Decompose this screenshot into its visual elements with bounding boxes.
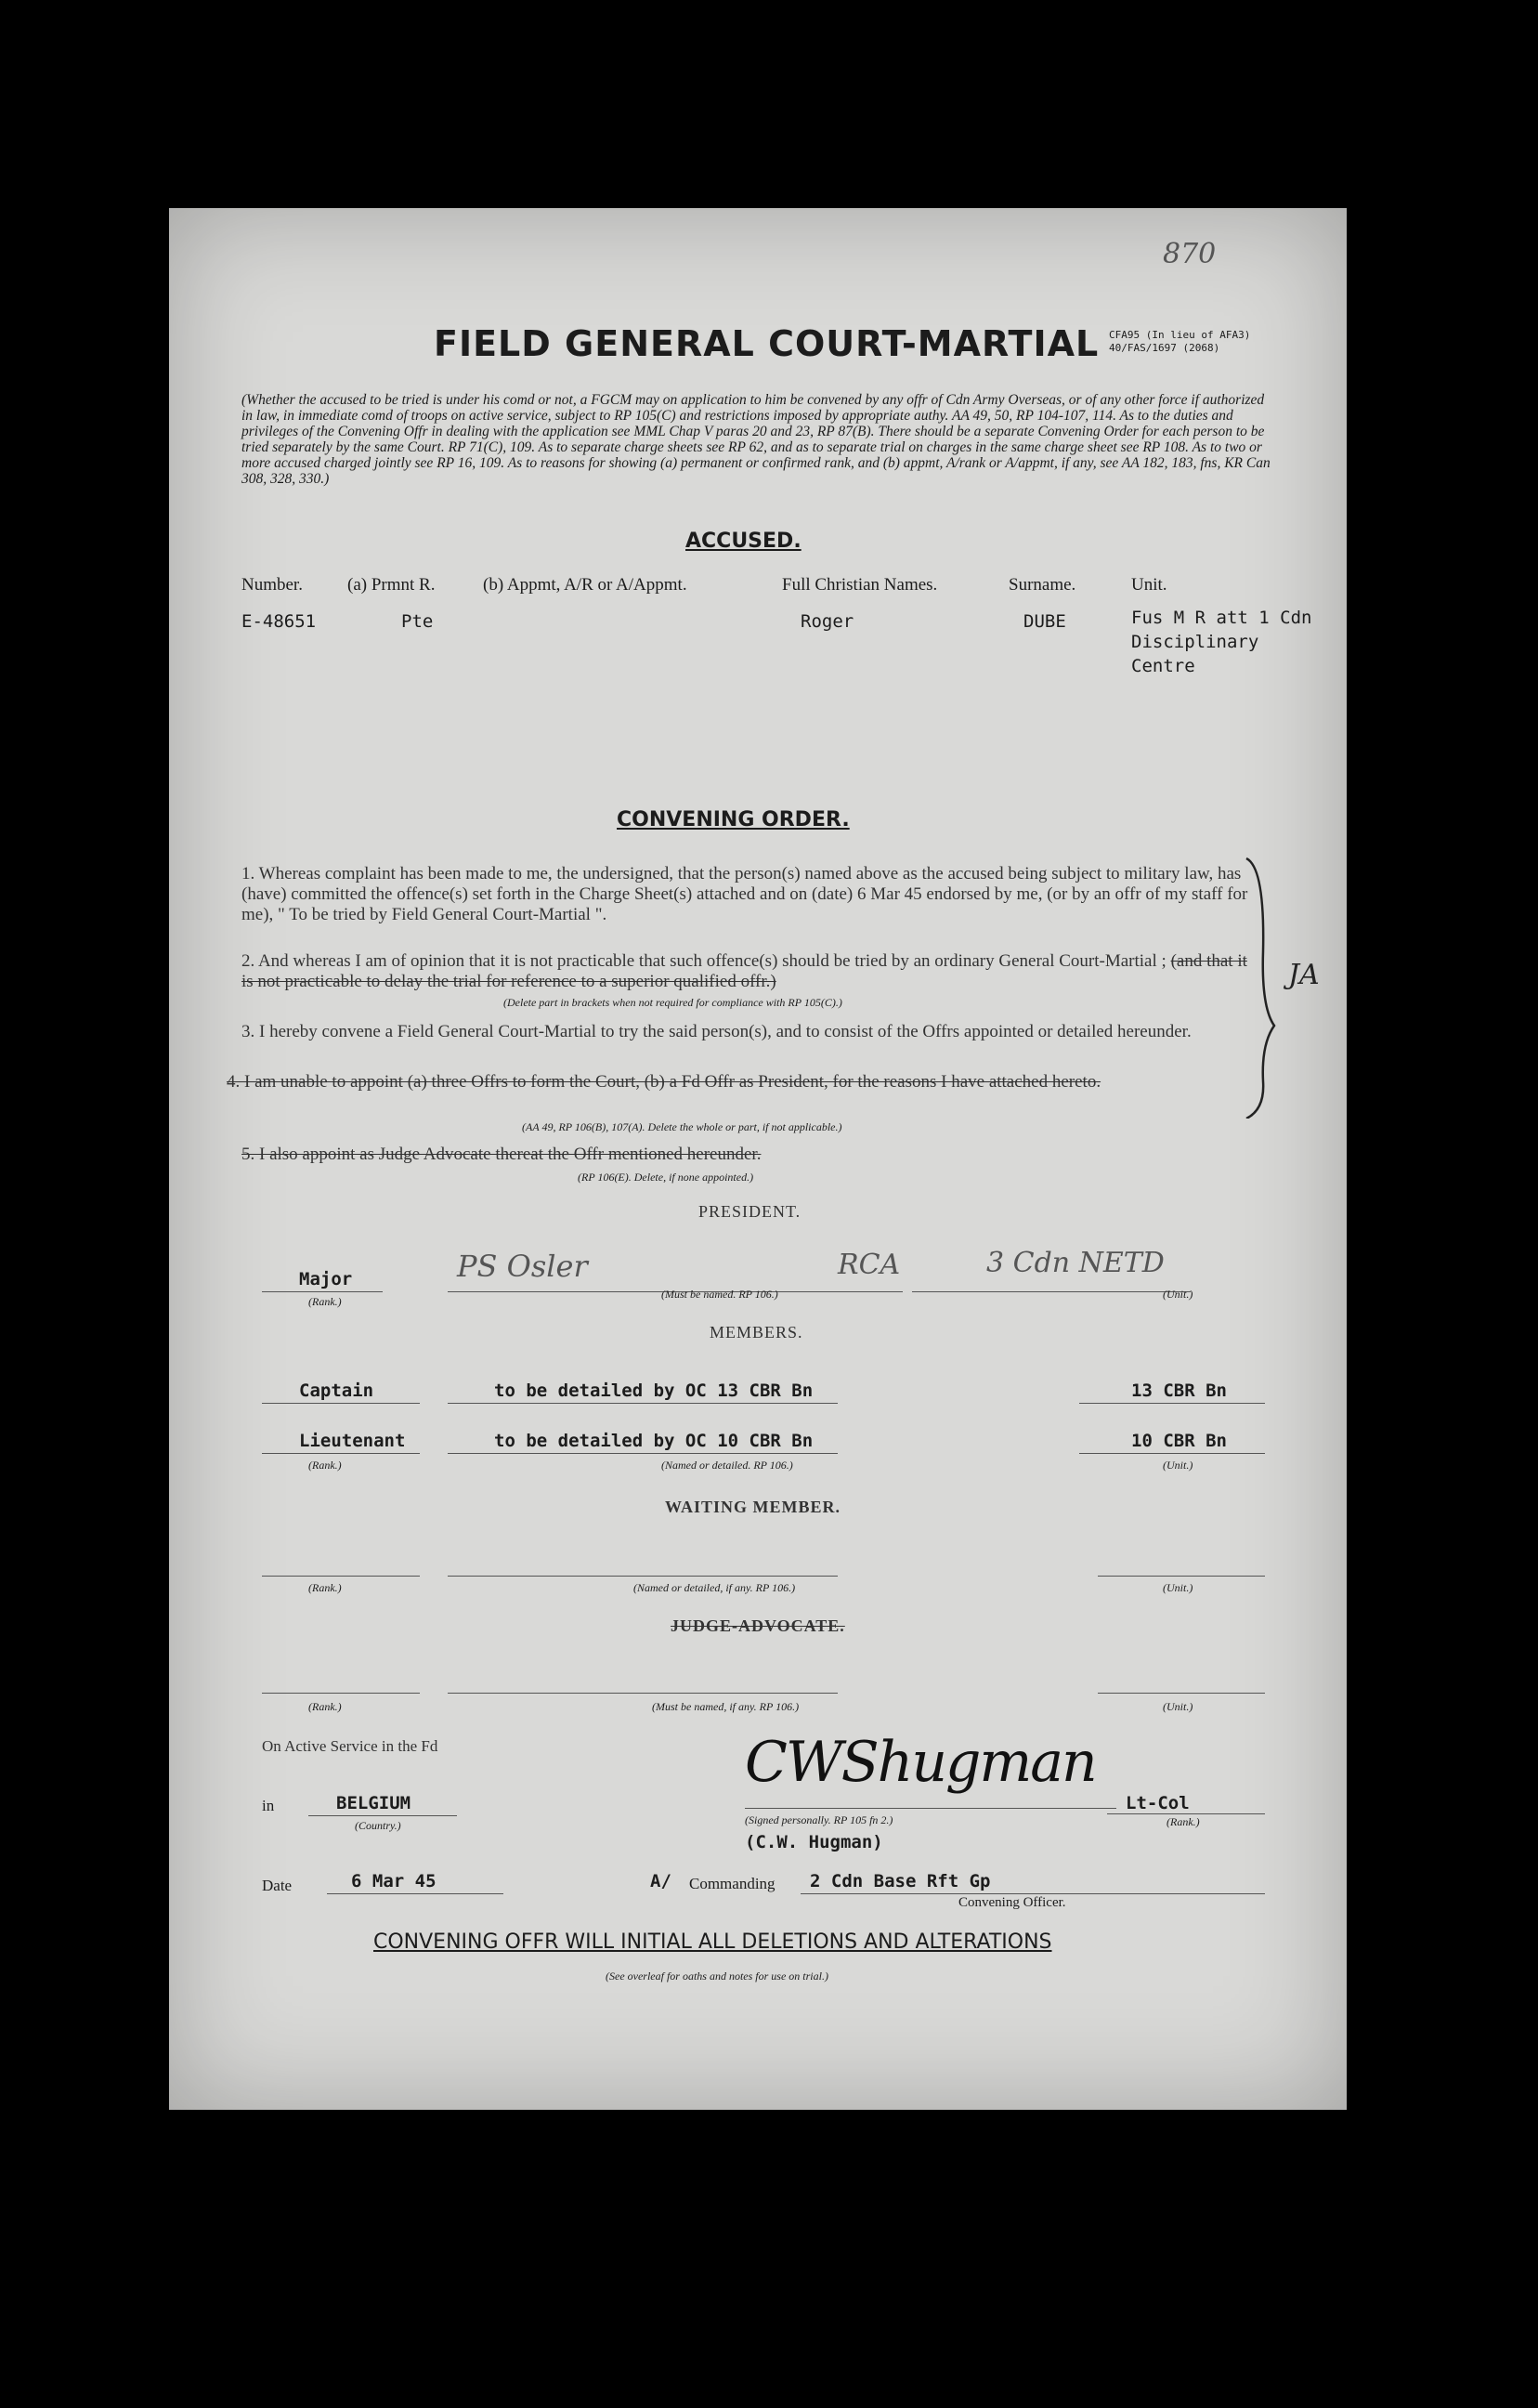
convening-para-2 [241, 951, 1254, 992]
date-value: 6 Mar 45 [351, 1871, 437, 1891]
intro-paragraph: (Whether the accused to be tried is under his comd or not, a FGCM may on application to him be convened by any offr of Cdn Army Overseas, or of any other force if authorized in law, in immediate comd of troops on active service, subject to RP 105(C) and restrictions imposed by appropriate authy. AA 49, 50, RP 104-107, 114. As to the duties and privileges of the Convening Offr in dealing with the application see MML Chap V paras 20 and 23, RP 87(B). There should be a separate Convening Order for each person to be tried separately by the same Court. RP 71(C), 109. As to separate charge sheets see RP 62, and as to separate trial on charges in the same charge sheet see RP 108. As to two or more accused charged jointly see RP 16, 109. As to reasons for showing (a) permanent or confirmed rank, and (b) appmt, A/rank or A/appmt, if any, see AA 182, 183, fns, KR Can 308, 328, 330.) [241, 392, 1271, 487]
waiting-member-rank-label: (Rank.) [308, 1581, 342, 1594]
active-service-text: On Active Service in the Fd [262, 1737, 438, 1755]
waiting-member-unit-label: (Unit.) [1163, 1581, 1193, 1594]
convening-para-5: 5. I also appoint as Judge Advocate thereat the Offr mentioned hereunder. [241, 1145, 762, 1164]
waiting-member-heading: WAITING MEMBER. [665, 1498, 841, 1516]
convening-para-3: 3. I hereby convene a Field General Court-Martial to try the said person(s), and to consist of the Offrs appointed or detailed hereunder. [241, 1022, 1192, 1041]
country-value: BELGIUM [336, 1793, 411, 1813]
date-label: Date [262, 1877, 293, 1894]
footer-note: (See overleaf for oaths and notes for use on trial.) [606, 1970, 828, 1983]
president-unit: 3 Cdn NETD [986, 1247, 1165, 1279]
in-label: in [262, 1797, 275, 1814]
accused-rank: Pte [401, 611, 434, 632]
members-rank-label: (Rank.) [308, 1459, 342, 1472]
member-1-name: to be detailed by OC 13 CBR Bn [494, 1381, 814, 1401]
page-number: 870 [1163, 238, 1217, 270]
convening-para-5-note: (RP 106(E). Delete, if none appointed.) [578, 1171, 754, 1184]
document-page [169, 208, 1347, 2110]
convening-para-2-text: 2. And whereas I am of opinion that it is not practicable that such offence(s) should be tried by an ordinary General Court-Martial ; [241, 951, 1167, 971]
signed-label: (Signed personally. RP 105 fn 2.) [745, 1813, 893, 1826]
col-names: Full Christian Names. [782, 575, 938, 595]
convening-officer-initials: JA [1288, 959, 1320, 991]
country-label: (Country.) [355, 1819, 401, 1832]
waiting-member-name-label: (Named or detailed, if any. RP 106.) [633, 1581, 796, 1594]
convening-order-heading: CONVENING ORDER. [617, 808, 850, 831]
accused-surname: DUBE [1023, 611, 1066, 632]
commanding-unit: 2 Cdn Base Rft Gp [810, 1871, 991, 1891]
president-rank-label: (Rank.) [308, 1295, 342, 1308]
form-reference-line2: 40/FAS/1697 (2068) [1109, 342, 1220, 354]
president-heading: PRESIDENT. [698, 1202, 802, 1221]
accused-names: Roger [801, 611, 854, 632]
president-name: PS Osler [457, 1249, 588, 1284]
document-title: FIELD GENERAL COURT-MARTIAL [434, 323, 1100, 364]
members-heading: MEMBERS. [710, 1323, 803, 1341]
col-rank: (a) Prmnt R. [347, 575, 436, 595]
col-unit: Unit. [1131, 575, 1167, 595]
members-unit-label: (Unit.) [1163, 1459, 1193, 1472]
convening-para-4-note: (AA 49, RP 106(B), 107(A). Delete the whole or part, if not applicable.) [522, 1120, 842, 1133]
commanding-label: Commanding [689, 1875, 776, 1892]
member-2-rank: Lieutenant [299, 1431, 406, 1451]
convening-para-1: 1. Whereas complaint has been made to me, the undersigned, that the person(s) named above as the accused being subject to military law, has (have) committed the offence(s) set forth in the Charge Sheet(s) attached and on (date) 6 Mar 45 endorsed by me, (or by an offr of my staff for me), " To be tried by Field General Court-Martial ". [241, 864, 1248, 924]
col-surname: Surname. [1009, 575, 1076, 595]
convening-para-2-note: (Delete part in brackets when not required for compliance with RP 105(C).) [503, 996, 842, 1009]
judge-advocate-rank-label: (Rank.) [308, 1700, 342, 1713]
convening-para-4: 4. I am unable to appoint (a) three Offrs to form the Court, (b) a Fd Offr as President, for the reasons I have attached hereto. [227, 1072, 1101, 1092]
president-name-label: (Must be named. RP 106.) [661, 1288, 778, 1301]
footer-notice: CONVENING OFFR WILL INITIAL ALL DELETIONS AND ALTERATIONS [373, 1930, 1052, 1954]
member-1-rank: Captain [299, 1381, 374, 1401]
acting-prefix: A/ [650, 1871, 671, 1891]
signatory-rank: Lt-Col [1126, 1793, 1190, 1813]
judge-advocate-heading: JUDGE-ADVOCATE. [671, 1616, 845, 1635]
member-1-unit: 13 CBR Bn [1131, 1381, 1227, 1401]
president-unit-corps: RCA [838, 1249, 901, 1281]
convening-para-2-deleted: (and that it is not practicable to delay the trial for reference to a superior qualified offr.) [241, 951, 1247, 991]
accused-unit-line1: Fus M R att 1 Cdn [1131, 608, 1312, 628]
member-2-name: to be detailed by OC 10 CBR Bn [494, 1431, 814, 1451]
accused-number: E-48651 [241, 611, 317, 632]
accused-heading: ACCUSED. [685, 530, 802, 553]
col-number: Number. [241, 575, 303, 595]
judge-advocate-unit-label: (Unit.) [1163, 1700, 1193, 1713]
president-unit-label: (Unit.) [1163, 1288, 1193, 1301]
judge-advocate-name-label: (Must be named, if any. RP 106.) [652, 1700, 800, 1713]
accused-unit-line3: Centre [1131, 656, 1195, 676]
convening-officer-label: Convening Officer. [958, 1895, 1066, 1910]
member-2-unit: 10 CBR Bn [1131, 1431, 1227, 1451]
members-name-label: (Named or detailed. RP 106.) [661, 1459, 793, 1472]
typed-name: (C.W. Hugman) [745, 1832, 883, 1852]
signatory-rank-label: (Rank.) [1167, 1815, 1200, 1828]
commanding-officer-signature: CWShugman [745, 1730, 1096, 1795]
col-appmt: (b) Appmt, A/R or A/Appmt. [483, 575, 687, 595]
president-rank: Major [299, 1269, 353, 1289]
accused-unit-line2: Disciplinary [1131, 632, 1259, 652]
form-reference-line1: CFA95 (In lieu of AFA3) [1109, 329, 1251, 341]
